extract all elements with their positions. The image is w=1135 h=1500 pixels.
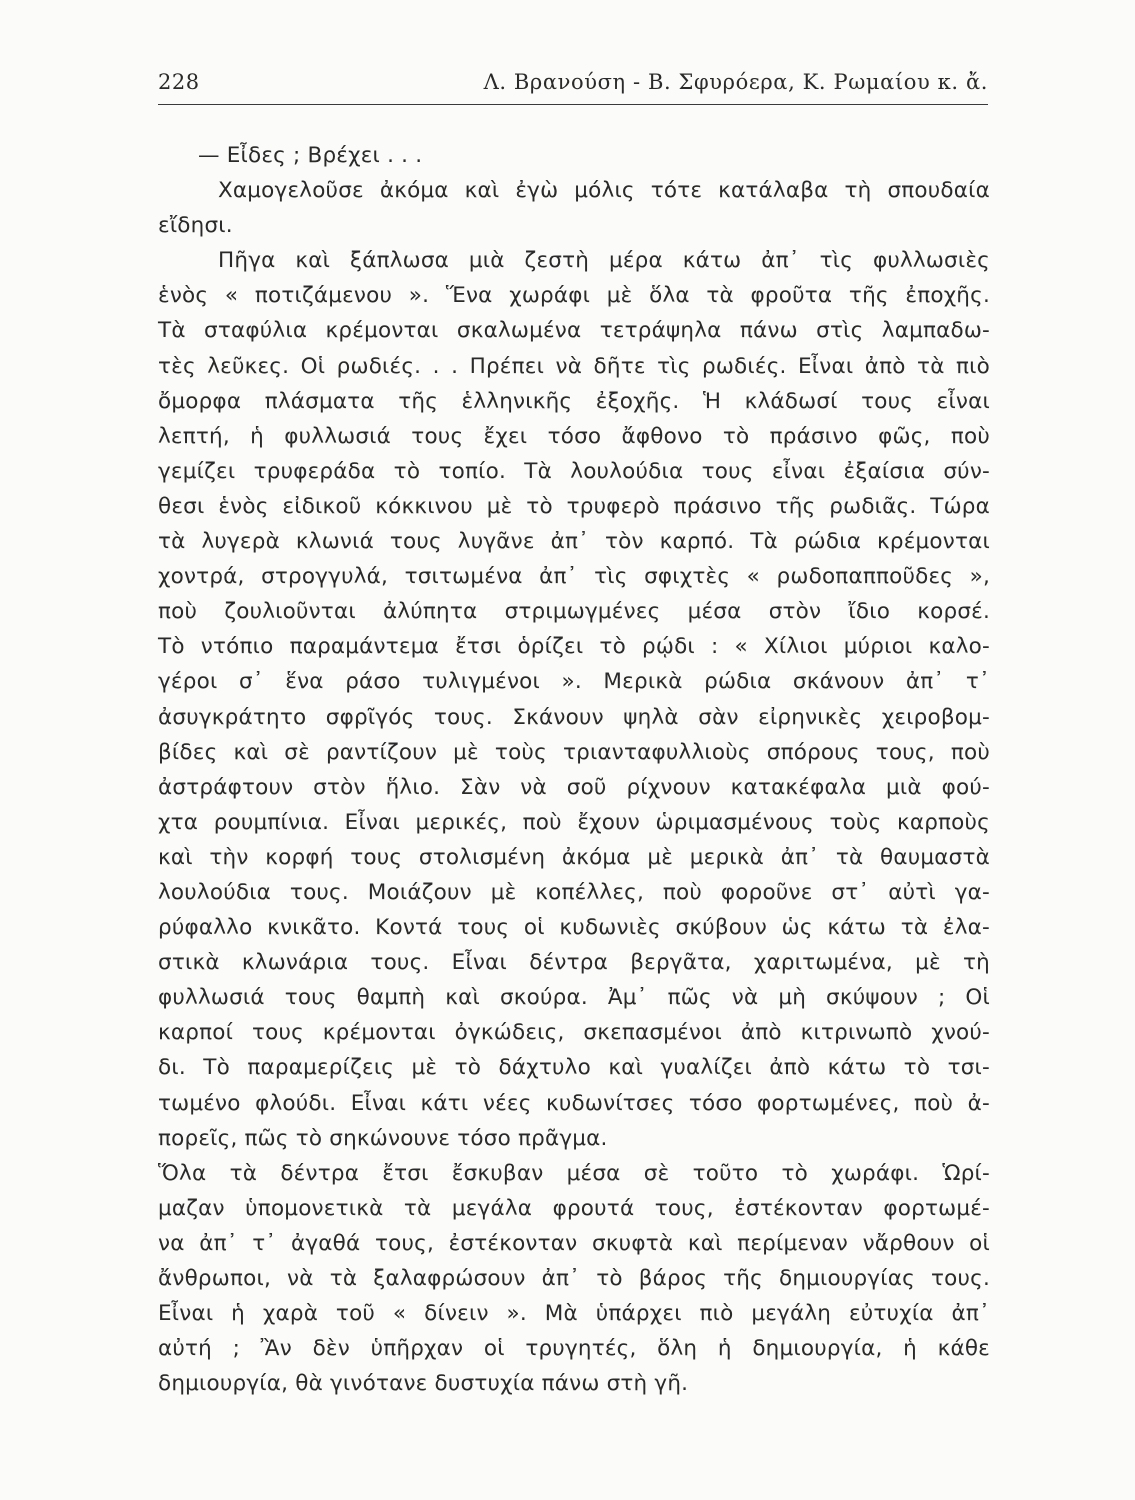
body-text [158,138,990,1401]
text-line: αὐτή ; Ἂν δὲν ὑπῆρχαν οἱ τρυγητές, ὅλη ἡ δημιουργία, ἡ κάθε [158,1336,990,1362]
running-head: Λ. Βρανούση - Β. Σφυρόερα, Κ. Ρωμαίου κ. ἄ. [483,70,988,94]
text-line: καὶ τὴν κορφή τους στολισμένη ἀκόμα μὲ μερικὰ ἀπ᾽ τὰ θαυμαστὰ [158,844,990,870]
page-header [158,70,988,105]
text-line: ρύφαλλο κνικᾶτο. Κοντά τους οἱ κυδωνιὲς σκύβουν ὡς κάτω τὰ ἐλα- [158,915,990,941]
text-line: Χαμογελοῦσε ἀκόμα καὶ ἐγὼ μόλις τότε κατάλαβα τὴ σπουδαία [218,178,990,204]
text-line: ἀσυγκράτητο σφρῖγός τους. Σκάνουν ψηλὰ σὰν εἰρηνικὲς χειροβομ- [158,704,990,730]
text-line: χτα ρουμπίνια. Εἶναι μερικές, ποὺ ἔχουν ὡριμασμένους τοὺς καρποὺς [158,809,990,835]
text-line: γέροι σ᾽ ἕνα ράσο τυλιγμένοι ». Μερικὰ ρώδια σκάνουν ἀπ᾽ τ᾽ [158,669,990,695]
text-line: Εἶναι ἡ χαρὰ τοῦ « δίνειν ». Μὰ ὑπάρχει πιὸ μεγάλη εὐτυχία ἀπ᾽ [158,1301,990,1327]
text-line: Τὰ σταφύλια κρέμονται σκαλωμένα τετράψηλα πάνω στὶς λαμπαδω- [158,318,990,344]
text-line: να ἀπ᾽ τ᾽ ἀγαθά τους, ἐστέκονταν σκυφτὰ καὶ περίμεναν νἄρθουν οἱ [158,1230,990,1256]
text-line: πορεῖς, πῶς τὸ σηκώνουνε τόσο πρᾶγμα. [158,1125,608,1151]
text-line: — Εἶδες ; Βρέχει . . . [198,143,423,168]
text-line: καρποί τους κρέμονται ὀγκώδεις, σκεπασμένοι ἀπὸ κιτρινωπὸ χνού- [158,1020,990,1046]
text-line: δι. Τὸ παραμερίζεις μὲ τὸ δάχτυλο καὶ γυαλίζει ἀπὸ κάτω τὸ τσι- [158,1055,990,1081]
text-line: Ὅλα τὰ δέντρα ἔτσι ἔσκυβαν μέσα σὲ τοῦτο τὸ χωράφι. Ὡρί- [158,1160,990,1186]
page-number: 228 [158,70,200,94]
text-line: ἑνὸς « ποτιζάμενου ». Ἕνα χωράφι μὲ ὅλα τὰ φροῦτα τῆς ἐποχῆς. [158,283,990,309]
text-line: τωμένο φλούδι. Εἶναι κάτι νέες κυδωνίτσες τόσο φορτωμένες, ποὺ ἀ- [158,1090,990,1116]
text-line: λεπτή, ἡ φυλλωσιά τους ἔχει τόσο ἄφθονο τὸ πράσινο φῶς, ποὺ [158,423,990,449]
text-line: γεμίζει τρυφεράδα τὸ τοπίο. Τὰ λουλούδια τους εἶναι ἐξαίσια σύν- [158,458,990,484]
text-line: μαζαν ὑπομονετικὰ τὰ μεγάλα φρουτά τους, ἐστέκονταν φορτωμέ- [158,1195,990,1221]
text-line: ἄνθρωποι, νὰ τὰ ξαλαφρώσουν ἀπ᾽ τὸ βάρος τῆς δημιουργίας τους. [158,1266,990,1291]
text-line: ὄμορφα πλάσματα τῆς ἑλληνικῆς ἐξοχῆς. Ἡ κλάδωσί τους εἶναι [158,388,990,414]
text-line: Τὸ ντόπιο παραμάντεμα ἔτσι ὁρίζει τὸ ρῴδι : « Χίλιοι μύριοι καλο- [158,634,990,660]
text-line: Πῆγα καὶ ξάπλωσα μιὰ ζεστὴ μέρα κάτω ἀπ᾽ τὶς φυλλωσιὲς [218,248,990,274]
text-line: στικὰ κλωνάρια τους. Εἶναι δέντρα βεργᾶτα, χαριτωμένα, μὲ τὴ [158,950,990,976]
text-line: φυλλωσιά τους θαμπὴ καὶ σκούρα. Ἀμ᾽ πῶς νὰ μὴ σκύψουν ; Οἱ [158,985,990,1011]
text-line: λουλούδια τους. Μοιάζουν μὲ κοπέλλες, ποὺ φοροῦνε στ᾽ αὐτὶ γα- [158,879,990,905]
text-line: βίδες καὶ σὲ ραντίζουν μὲ τοὺς τριανταφυλλιοὺς σπόρους τους, ποὺ [158,739,990,765]
text-line: εἴδησι. [158,213,233,239]
text-line: δημιουργία, θὰ γινότανε δυστυχία πάνω στὴ γῆ. [158,1371,689,1397]
text-line: ποὺ ζουλιοῦνται ἀλύπητα στριμωγμένες μέσα στὸν ἴδιο κορσέ. [158,599,990,625]
text-line: χοντρά, στρογγυλά, τσιτωμένα ἀπ᾽ τὶς σφιχτὲς « ρωδοπαπποῦδες », [158,564,990,590]
text-line: τὲς λεῦκες. Οἱ ρωδιές. . . Πρέπει νὰ δῆτε τὶς ρωδιές. Εἶναι ἀπὸ τὰ πιὸ [158,353,990,379]
text-line: τὰ λυγερὰ κλωνιά τους λυγᾶνε ἀπ᾽ τὸν καρπό. Τὰ ρώδια κρέμονται [158,529,990,555]
text-line: θεσι ἑνὸς εἰδικοῦ κόκκινου μὲ τὸ τρυφερὸ πράσινο τῆς ρωδιᾶς. Τώρα [158,493,990,519]
text-line: ἀστράφτουν στὸν ἥλιο. Σὰν νὰ σοῦ ρίχνουν κατακέφαλα μιὰ φού- [158,774,990,800]
